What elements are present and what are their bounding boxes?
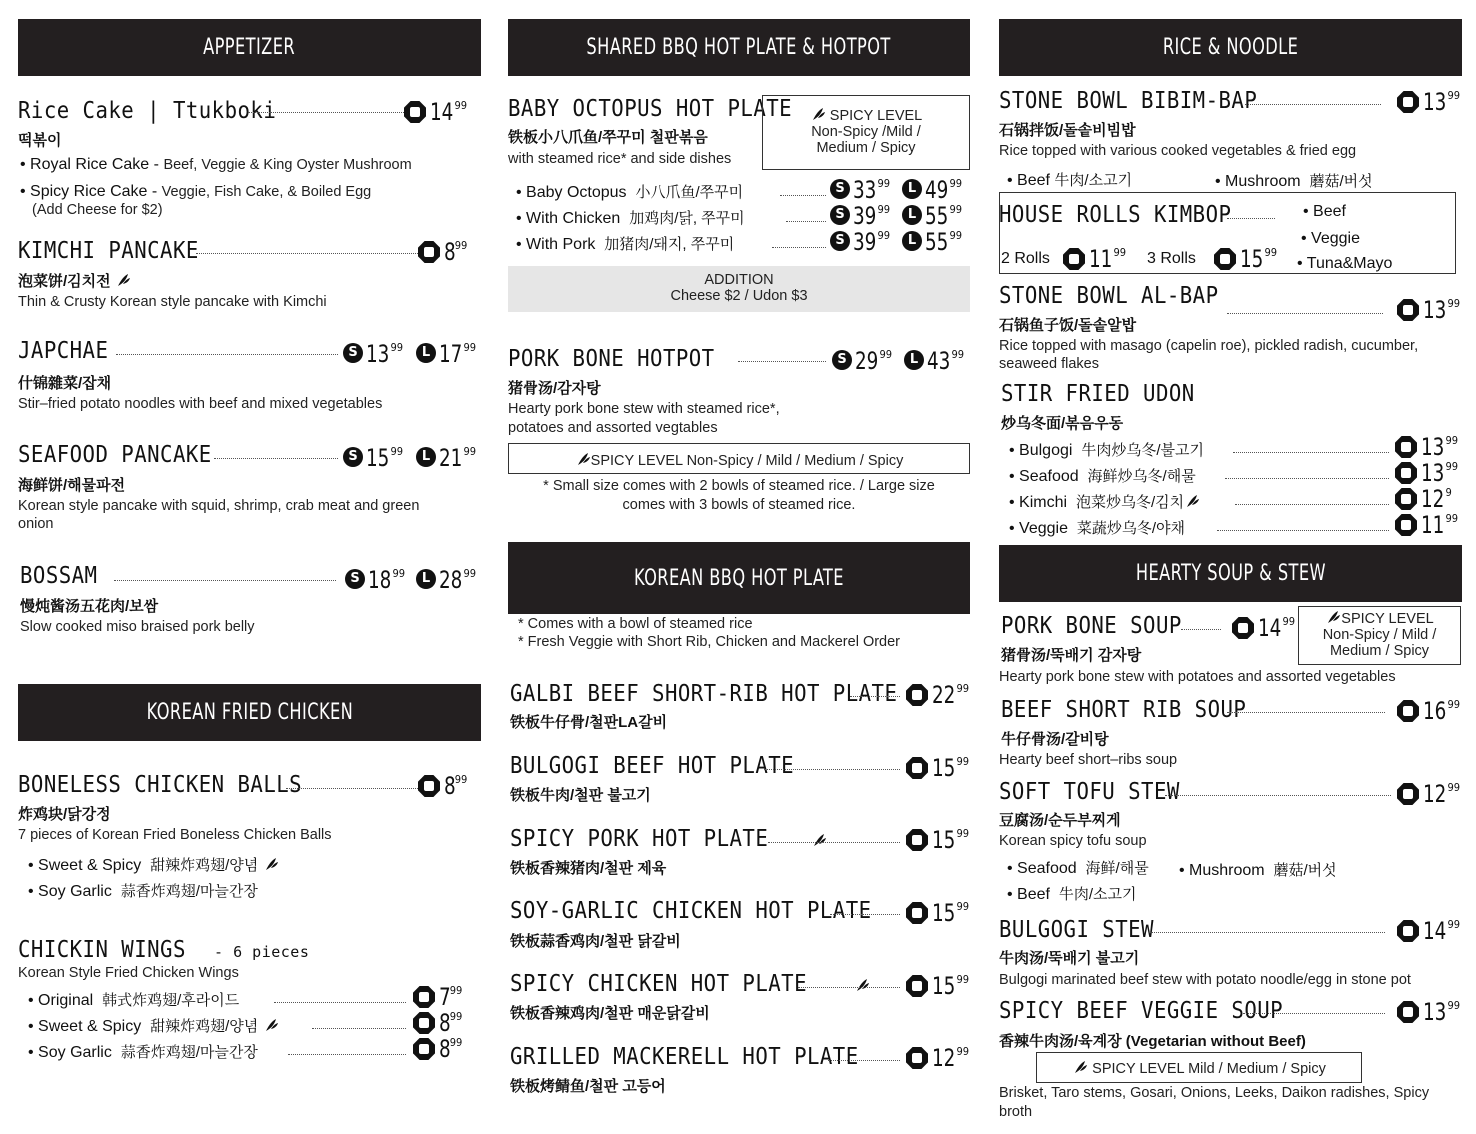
item-cn: 什锦雜菜/잡채 <box>18 375 112 392</box>
item-desc: onion <box>18 516 54 532</box>
udon-option: • Seafood 海鲜炒乌冬/해물 <box>1009 468 1196 485</box>
column-middle <box>508 0 970 1134</box>
price-icon <box>906 975 928 997</box>
price: 15 99 <box>906 756 969 780</box>
price: 11 99 <box>1395 513 1458 537</box>
item-title: SPICY PORK HOT PLATE <box>510 826 827 852</box>
item-title: GRILLED MACKERELL HOT PLATE <box>510 1044 859 1070</box>
price: 13 99 <box>1395 461 1458 485</box>
item-title: JAPCHAE <box>18 338 109 364</box>
chili-icon <box>1184 493 1200 509</box>
octopus-option: • With Pork 加猪肉/돼지, 쭈꾸미 <box>516 236 735 253</box>
price-small: S 39 99 <box>830 230 890 254</box>
price-small: S 13 99 <box>343 342 403 366</box>
option: • Mushroom 蘑菇/버섯 <box>1179 862 1337 879</box>
price: 15 99 <box>906 828 969 852</box>
dot-leader <box>1225 478 1389 479</box>
price-icon <box>1397 783 1419 805</box>
item-title: SEAFOOD PANCAKE <box>18 442 212 468</box>
price-icon <box>906 684 928 706</box>
item-desc: broth <box>999 1104 1033 1120</box>
price-small: S 15 99 <box>343 446 403 470</box>
price-icon <box>1395 462 1417 484</box>
price-icon <box>1232 617 1254 639</box>
udon-option: • Veggie 菜蔬炒乌冬/야채 <box>1009 520 1186 537</box>
option: • Beef 牛肉/소고기 <box>1007 172 1133 189</box>
price-large: L 49 99 <box>902 178 962 202</box>
spicy-level-box <box>1298 606 1461 665</box>
dot-leader <box>1149 932 1385 933</box>
dot-leader <box>1217 530 1389 531</box>
item-desc: potatoes and assorted vegtables <box>508 420 718 436</box>
price-icon <box>413 986 435 1008</box>
item-cn: 石锅鱼子饭/돌솥알밥 <box>999 317 1137 334</box>
item-desc: Hearty pork bone stew with potatoes and assorted vegetables <box>999 669 1396 685</box>
section-header-shared-bbq: SHARED BBQ HOT PLATE & HOTPOT <box>508 19 970 76</box>
dot-leader <box>772 247 826 248</box>
price-icon <box>906 1047 928 1069</box>
price: 15 99 <box>906 901 969 925</box>
dot-leader <box>738 361 826 362</box>
item-desc: Korean Style Fried Chicken Wings <box>18 965 239 981</box>
dot-leader <box>1243 1013 1385 1014</box>
price: 8 99 <box>413 1011 462 1035</box>
wing-option: • Sweet & Spicy 甜辣炸鸡翅/양념 <box>28 1015 279 1036</box>
octopus-option: • With Chicken 加鸡肉/닭, 쭈꾸미 <box>516 210 745 227</box>
item-cn: 铁板烤鲭鱼/철판 고등어 <box>510 1078 666 1095</box>
item-cn: 铁板牛肉/철판 불고기 <box>510 787 651 804</box>
price-small: S 18 99 <box>345 568 405 592</box>
addition-text: Cheese $2 / Udon $3 <box>670 288 808 304</box>
item-desc: Hearty beef short–ribs soup <box>999 752 1178 768</box>
item-cn: 떡볶이 <box>18 132 62 149</box>
size-s-icon: S <box>343 343 363 363</box>
price: 12 9 <box>1395 487 1452 511</box>
item-cn: 铁板蒜香鸡肉/철판 닭갈비 <box>510 933 681 950</box>
roll-count: 2 Rolls <box>1001 250 1050 267</box>
price-icon <box>906 829 928 851</box>
item-cn: 豆腐汤/순두부찌게 <box>999 812 1121 829</box>
roll-count: 3 Rolls <box>1147 250 1196 267</box>
size-l-icon: L <box>902 205 922 225</box>
item-title: BULGOGI STEW <box>999 917 1154 943</box>
dot-leader <box>1227 712 1385 713</box>
size-note: * Small size comes with 2 bowls of steamed rice. / Large size <box>543 478 935 494</box>
size-note: comes with 3 bowls of steamed rice. <box>622 497 856 513</box>
item-title: SPICY BEEF VEGGIE SOUP <box>999 998 1284 1024</box>
dot-leader <box>312 1028 406 1029</box>
size-s-icon: S <box>832 350 852 370</box>
price-icon <box>1397 1001 1419 1023</box>
option: • Soy Garlic 蒜香炸鸡翅/마늘간장 <box>28 883 258 900</box>
item-title: HOUSE ROLLS KIMBOP <box>999 202 1232 228</box>
price-small: S 33 99 <box>830 178 890 202</box>
option: • Veggie <box>1301 230 1360 247</box>
item-title: KIMCHI PANCAKE <box>18 238 199 264</box>
dot-leader <box>768 842 900 843</box>
item-cn: 铁板小八爪鱼/쭈꾸미 철판볶음 <box>508 129 708 146</box>
chili-icon <box>263 856 279 872</box>
item-cn: 石锅拌饭/돌솥비빔밥 <box>999 122 1136 139</box>
dot-leader <box>274 1002 406 1003</box>
item-title: STONE BOWL BIBIM-BAP <box>999 88 1258 114</box>
spicy-level-box <box>1036 1052 1362 1083</box>
price-large: L 55 99 <box>902 204 962 228</box>
price: 8 99 <box>413 1037 462 1061</box>
wing-option: • Original 韩式炸鸡翅/후라이드 <box>28 992 240 1009</box>
dot-leader <box>214 458 338 459</box>
dot-leader <box>1235 504 1389 505</box>
size-l-icon: L <box>902 179 922 199</box>
spicy-title: SPICY LEVEL <box>763 106 969 124</box>
price: 12 99 <box>1397 782 1460 806</box>
item-cn: 泡菜饼/김치전 <box>18 270 131 291</box>
item-cn: 炒乌冬面/볶음우동 <box>1001 415 1124 432</box>
wing-option: • Soy Garlic 蒜香炸鸡翅/마늘간장 <box>28 1044 258 1061</box>
item-cn: 海鲜饼/해물파전 <box>18 477 126 494</box>
chili-icon <box>263 1017 279 1033</box>
dot-leader <box>786 221 826 222</box>
dot-leader <box>830 914 900 915</box>
dot-leader <box>248 112 410 113</box>
addition-box <box>508 266 970 312</box>
option: • Royal Rice Cake - Beef, Veggie & King Oyster Mushroom <box>20 156 412 173</box>
spicy-options: Medium / Spicy <box>1329 643 1430 659</box>
item-cn: 慢炖酱汤五花肉/보쌈 <box>20 598 159 615</box>
option: • Beef <box>1303 203 1346 220</box>
item-title: CHICKIN WINGS - 6 pieces <box>18 937 310 963</box>
option: • Tuna&Mayo <box>1297 255 1393 272</box>
price-icon <box>413 1038 435 1060</box>
chili-icon <box>1072 1059 1088 1075</box>
section-header-rice-noodle: RICE & NOODLE <box>999 19 1462 76</box>
dot-leader <box>196 253 424 254</box>
item-cn: 猪骨汤/뚝배기 감자탕 <box>1001 647 1142 664</box>
item-title: SOFT TOFU STEW <box>999 779 1180 805</box>
price-icon <box>418 775 440 797</box>
price-icon <box>1397 91 1419 113</box>
item-title: BOSSAM <box>20 563 98 589</box>
price: 13 99 <box>1395 435 1458 459</box>
price-icon <box>418 241 440 263</box>
price: 15 99 <box>1214 247 1277 271</box>
item-title: PORK BONE HOTPOT <box>508 346 715 372</box>
spicy-options: SPICY LEVEL Mild / Medium / Spicy <box>1037 1059 1361 1077</box>
chili-icon <box>575 451 591 467</box>
spicy-options: SPICY LEVEL Non-Spicy / Mild / Medium / Spicy <box>509 451 969 469</box>
addition-title: ADDITION <box>704 272 774 288</box>
price: 13 99 <box>1397 298 1460 322</box>
dot-leader <box>764 769 900 770</box>
price-icon <box>906 757 928 779</box>
price: 8 99 <box>418 774 467 798</box>
size-l-icon: L <box>416 343 436 363</box>
price-icon <box>1397 299 1419 321</box>
item-cn: 炸鸡块/닭강정 <box>18 806 111 823</box>
item-title: STONE BOWL AL-BAP <box>999 283 1219 309</box>
item-cn: 铁板香辣鸡肉/철판 매운닭갈비 <box>510 1005 710 1022</box>
option: • Mushroom 蘑菇/버섯 <box>1215 173 1373 190</box>
chili-icon <box>854 977 870 993</box>
item-desc: seaweed flakes <box>999 356 1099 372</box>
dot-leader <box>1165 795 1391 796</box>
size-s-icon: S <box>830 231 850 251</box>
price-icon <box>1395 488 1417 510</box>
price: 15 99 <box>906 974 969 998</box>
option: • Spicy Rice Cake - Veggie, Fish Cake, & Boiled Egg <box>20 183 372 200</box>
option: • Seafood 海鲜/해물 <box>1007 860 1149 877</box>
size-s-icon: S <box>830 205 850 225</box>
size-l-icon: L <box>902 231 922 251</box>
item-title: BONELESS CHICKEN BALLS <box>18 772 303 798</box>
item-title: GALBI BEEF SHORT-RIB HOT PLATE <box>510 681 898 707</box>
item-title: STIR FRIED UDON <box>1001 381 1195 407</box>
price-icon <box>1397 920 1419 942</box>
item-desc: Rice topped with masago (capelin roe), pickled radish, cucumber, <box>999 338 1419 354</box>
item-cn: 牛肉汤/뚝배기 불고기 <box>999 950 1140 967</box>
item-desc: Korean style pancake with squid, shrimp, crab meat and green <box>18 498 420 514</box>
price: 14 99 <box>404 100 467 124</box>
item-title: BABY OCTOPUS HOT PLATE <box>508 96 793 122</box>
item-desc: with steamed rice* and side dishes <box>508 151 732 167</box>
item-desc: 7 pieces of Korean Fried Boneless Chicken Balls <box>18 827 332 843</box>
item-cn: 香辣牛肉汤/육계장 (Vegetarian without Beef) <box>999 1033 1306 1050</box>
octopus-option: • Baby Octopus 小八爪鱼/쭈꾸미 <box>516 184 744 201</box>
spicy-options: Non-Spicy /Mild / <box>811 124 921 140</box>
price: 11 99 <box>1063 247 1126 271</box>
item-title: Rice Cake | Ttukboki <box>18 98 277 124</box>
item-desc: Thin & Crusty Korean style pancake with Kimchi <box>18 294 327 310</box>
price-icon <box>1395 436 1417 458</box>
price-icon <box>906 902 928 924</box>
column-right <box>999 0 1462 1134</box>
item-desc: Bulgogi marinated beef stew with potato noodle/egg in stone pot <box>999 972 1411 988</box>
spicy-title: SPICY LEVEL <box>1299 609 1460 627</box>
item-title: SOY-GARLIC CHICKEN HOT PLATE <box>510 898 872 924</box>
item-desc: Korean spicy tofu soup <box>999 833 1147 849</box>
spicy-options: Medium / Spicy <box>816 140 916 156</box>
price: 14 99 <box>1232 616 1295 640</box>
size-l-icon: L <box>904 350 924 370</box>
price-icon <box>413 1012 435 1034</box>
price: 13 99 <box>1397 1000 1460 1024</box>
size-s-icon: S <box>343 447 363 467</box>
option: • Beef 牛肉/소고기 <box>1007 886 1137 903</box>
item-title: PORK BONE SOUP <box>1001 613 1182 639</box>
price: 14 99 <box>1397 919 1460 943</box>
item-desc: Brisket, Taro stems, Gosari, Onions, Leeks, Daikon radishes, Spicy <box>999 1085 1430 1101</box>
price-icon <box>1395 514 1417 536</box>
item-cn: 铁板牛仔骨/철판LA갈비 <box>510 714 668 731</box>
dot-leader <box>286 788 424 789</box>
chili-icon <box>115 272 131 288</box>
dot-leader <box>780 195 826 196</box>
section-header-soup: HEARTY SOUP & STEW <box>999 545 1462 602</box>
dot-leader <box>828 1060 900 1061</box>
dot-leader <box>1227 313 1383 314</box>
dot-leader <box>1181 629 1221 630</box>
price-large: L 55 99 <box>902 230 962 254</box>
chili-icon <box>810 106 826 122</box>
price-small: S 39 99 <box>830 204 890 228</box>
item-title: BULGOGI BEEF HOT PLATE <box>510 753 795 779</box>
option: • Sweet & Spicy 甜辣炸鸡翅/양념 <box>28 854 279 875</box>
section-header-korean-bbq: KOREAN BBQ HOT PLATE <box>508 542 970 614</box>
item-title: BEEF SHORT RIB SOUP <box>1001 697 1247 723</box>
price-icon <box>1063 248 1085 270</box>
section-header-appetizer: APPETIZER <box>18 19 481 76</box>
size-s-icon: S <box>345 569 365 589</box>
item-desc: Stir–fried potato noodles with beef and mixed vegetables <box>18 396 383 412</box>
dot-leader <box>1233 452 1389 453</box>
price-icon <box>1214 248 1236 270</box>
bbq-note: * Comes with a bowl of steamed rice <box>518 616 753 632</box>
udon-option: • Kimchi 泡菜炒乌冬/김치 <box>1009 491 1200 512</box>
size-s-icon: S <box>830 179 850 199</box>
price-icon <box>1397 700 1419 722</box>
price: 13 99 <box>1397 90 1460 114</box>
item-cn: 牛仔骨汤/갈비탕 <box>1001 731 1109 748</box>
chili-icon <box>811 832 827 848</box>
price-large: L 43 99 <box>904 349 964 373</box>
item-title: SPICY CHICKEN HOT PLATE <box>510 971 870 997</box>
item-desc: Hearty pork bone stew with steamed rice*, <box>508 401 780 417</box>
price-large: L 28 99 <box>416 568 476 592</box>
dot-leader <box>798 987 900 988</box>
size-l-icon: L <box>416 569 436 589</box>
dot-leader <box>114 580 336 581</box>
price: 8 99 <box>418 240 467 264</box>
item-cn: 猪骨汤/감자탕 <box>508 380 601 397</box>
spicy-level-box <box>508 443 970 474</box>
dot-leader <box>116 354 338 355</box>
dot-leader <box>1245 104 1381 105</box>
price-large: L 17 99 <box>416 342 476 366</box>
section-header-fried-chicken: KOREAN FRIED CHICKEN <box>18 684 481 741</box>
price: 16 99 <box>1397 699 1460 723</box>
item-cn: 铁板香辣猪肉/철판 제육 <box>510 860 667 877</box>
udon-option: • Bulgogi 牛肉炒乌冬/불고기 <box>1009 442 1204 459</box>
column-left <box>18 0 481 1134</box>
price-icon <box>404 101 426 123</box>
spicy-level-box <box>762 95 970 170</box>
spicy-options: Non-Spicy / Mild / <box>1322 627 1437 643</box>
price-large: L 21 99 <box>416 446 476 470</box>
item-desc: Slow cooked miso braised pork belly <box>20 619 255 635</box>
dot-leader <box>850 696 900 697</box>
dot-leader <box>288 1054 406 1055</box>
size-l-icon: L <box>416 447 436 467</box>
chili-icon <box>1325 609 1341 625</box>
price: 7 99 <box>413 985 462 1009</box>
price: 22 99 <box>906 683 969 707</box>
price-small: S 29 99 <box>832 349 892 373</box>
bbq-note: * Fresh Veggie with Short Rib, Chicken and Mackerel Order <box>518 634 901 650</box>
price: 12 99 <box>906 1046 969 1070</box>
option-note: (Add Cheese for $2) <box>32 202 163 218</box>
dot-leader <box>1227 218 1275 219</box>
item-desc: Rice topped with various cooked vegetables & fried egg <box>999 143 1357 159</box>
